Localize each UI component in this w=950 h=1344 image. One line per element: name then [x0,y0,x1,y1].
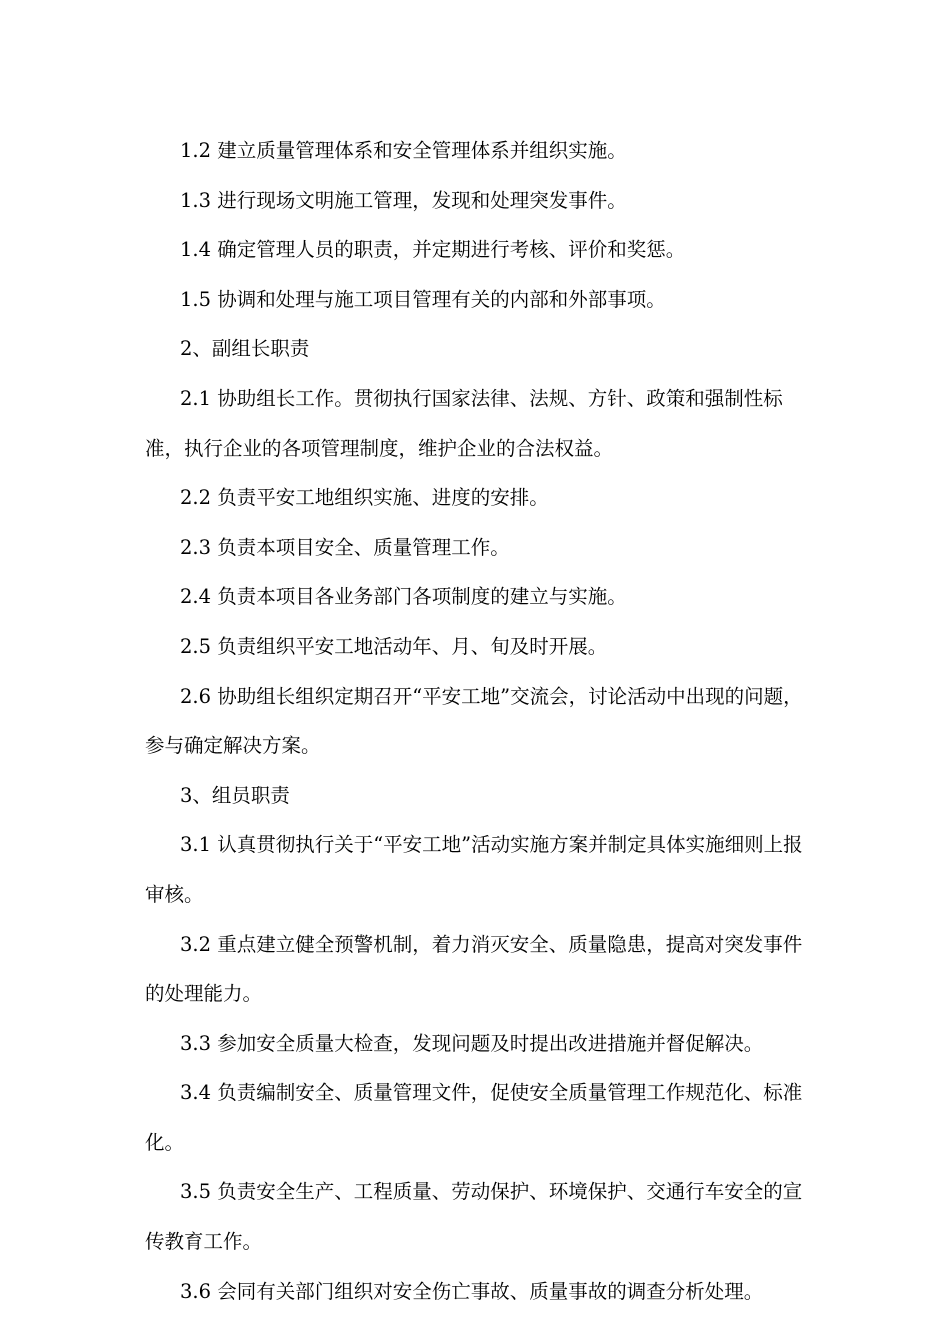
document-body [145,126,807,1316]
paragraph-1-2: 1.2 建立质量管理体系和安全管理体系并组织实施。 [180,139,627,162]
paragraph-3-1: 3.1 认真贯彻执行关于“平安工地”活动实施方案并制定具体实施细则上报审核。 [145,833,803,906]
section-heading-2: 2、副组长职责 [180,337,310,361]
paragraph-2-6: 2.6 协助组长组织定期召开“平安工地”交流会，讨论活动中出现的问题，参与确定解决方案。 [145,684,803,758]
paragraph-3-6: 3.6 会同有关部门组织对安全伤亡事故、质量事故的调查分析处理。 [180,1279,764,1303]
paragraph-2-3: 2.3 负责本项目安全、质量管理工作。 [180,535,510,559]
paragraph-3-5: 3.5 负责安全生产、工程质量、劳动保护、环境保护、交通行车安全的宣传教育工作。 [145,1180,803,1254]
section-heading-3: 3、组员职责 [180,783,290,807]
paragraph-3-4: 3.4 负责编制安全、质量管理文件，促使安全质量管理工作规范化、标准化。 [145,1081,803,1154]
paragraph-1-3: 1.3 进行现场文明施工管理，发现和处理突发事件。 [180,188,627,212]
paragraph-2-5: 2.5 负责组织平安工地活动年、月、旬及时开展。 [180,634,608,658]
paragraph-1-4: 1.4 确定管理人员的职责，并定期进行考核、评价和奖惩。 [180,238,686,262]
paragraph-2-1: 2.1 协助组长工作。贯彻执行国家法律、法规、方针、政策和强制性标准，执行企业的各项管理制度，维护企业的合法权益。 [145,386,783,460]
paragraph-2-2: 2.2 负责平安工地组织实施、进度的安排。 [180,486,549,510]
paragraph-3-3: 3.3 参加安全质量大检查，发现问题及时提出改进措施并督促解决。 [180,1031,764,1055]
paragraph-2-4: 2.4 负责本项目各业务部门各项制度的建立与实施。 [180,585,627,609]
paragraph-1-5: 1.5 协调和处理与施工项目管理有关的内部和外部事项。 [180,287,666,311]
paragraph-3-2: 3.2 重点建立健全预警机制，着力消灭安全、质量隐患，提高对突发事件的处理能力。 [145,932,803,1006]
